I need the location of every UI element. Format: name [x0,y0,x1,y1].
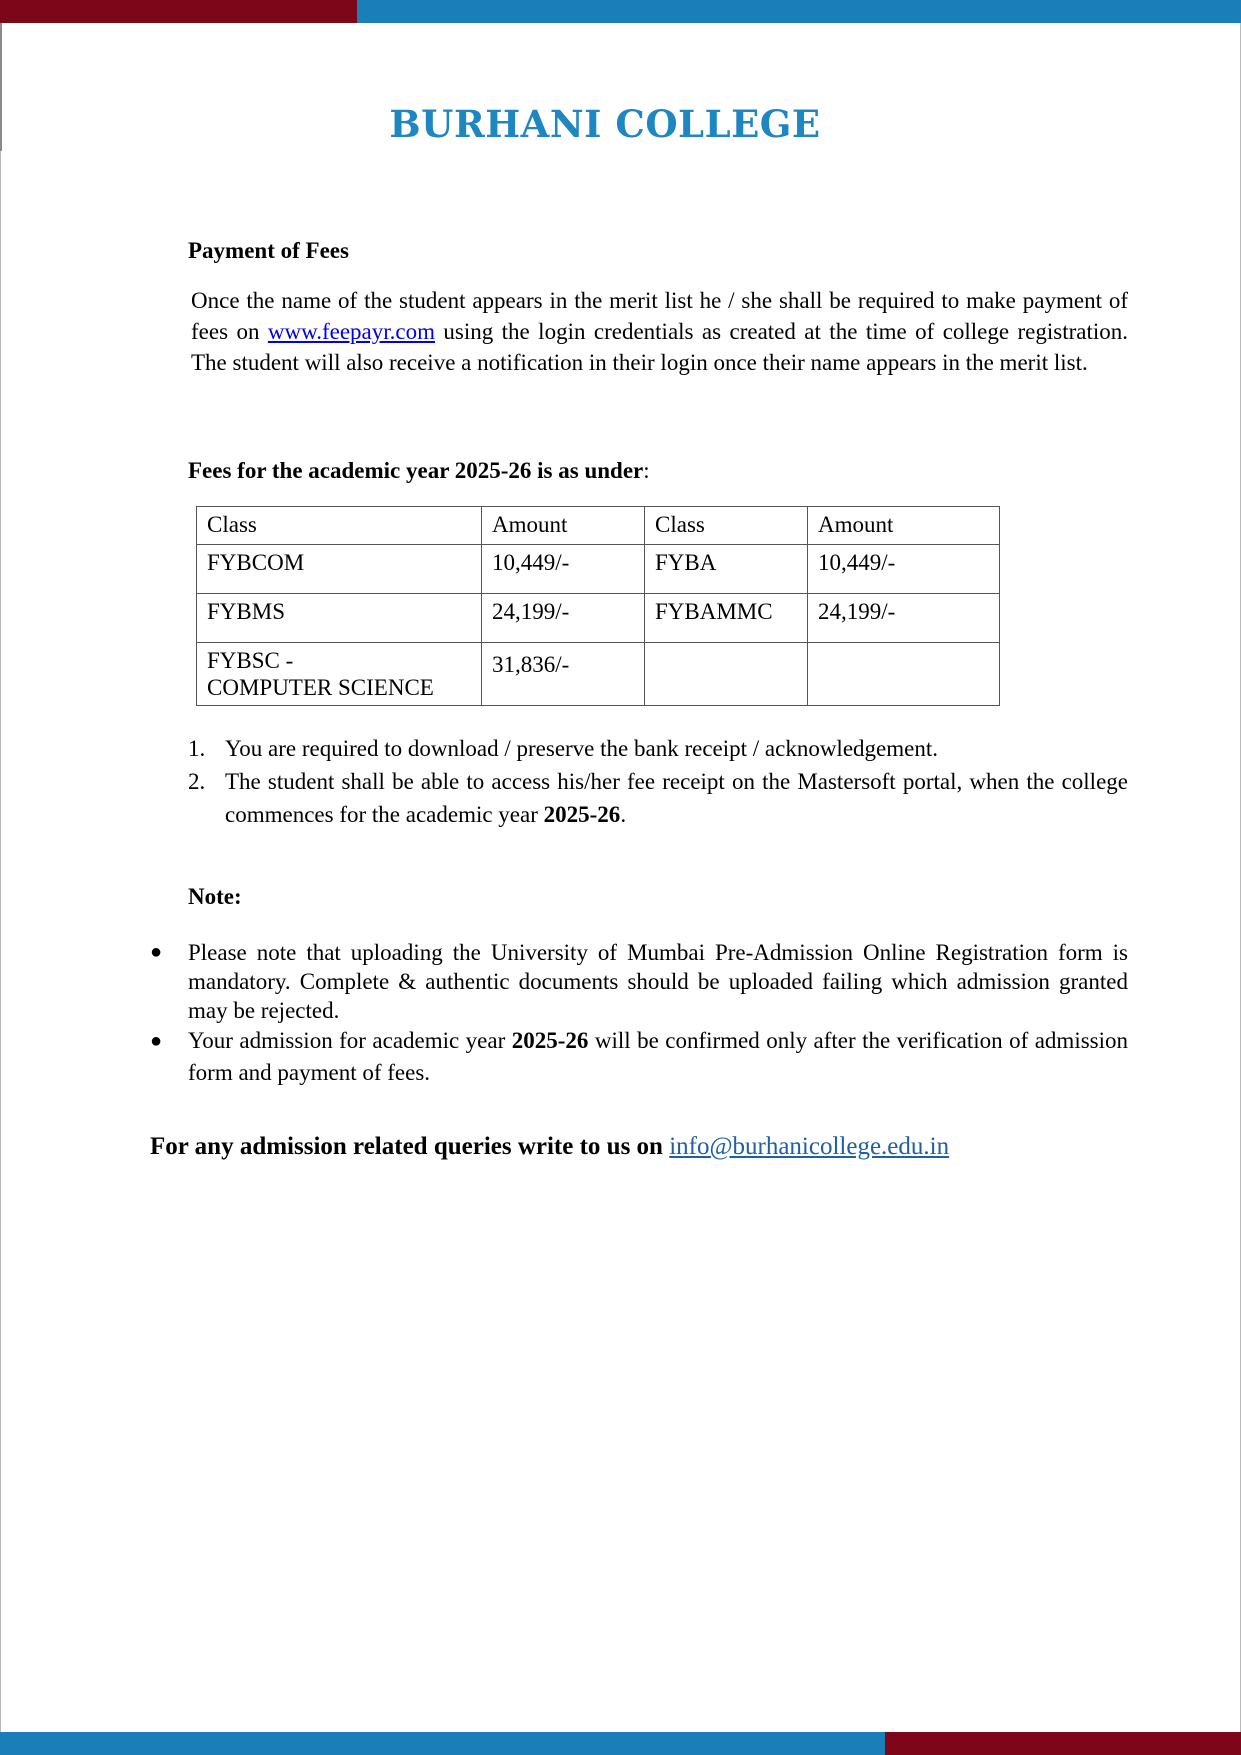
header-class-1: Class [197,507,482,545]
table-header-row [197,507,1000,545]
instructions-list [188,732,1128,831]
class-line: COMPUTER SCIENCE [207,675,434,700]
class-cell: FYBA [645,545,808,594]
footer-contact [150,1133,949,1161]
feepayr-link[interactable]: www.feepayr.com [267,319,435,344]
note-text: Your admission for academic year [188,1028,506,1053]
list-item [150,1025,1128,1089]
footer-text: For any admission related queries write to us on [150,1133,663,1160]
top-blue-bar [357,0,1241,23]
instruction-text: You are required to download / preserve the bank receipt / acknowledgement. [225,736,938,761]
amount-cell: 10,449/- [482,545,645,594]
amount-cell: 10,449/- [808,545,1000,594]
note-bold: 2025-26 [511,1028,589,1053]
amount-cell: 31,836/- [482,643,645,706]
payment-text-part1: Once the name of the student appears in the merit list he / she shall be required to make payment of fees on [191,288,1128,344]
list-number: 1. [188,736,206,761]
bottom-maroon-bar [885,1732,1241,1755]
table-row [197,594,1000,643]
note-bullets [150,938,1128,1089]
header-amount-2: Amount [808,507,1000,545]
note-text: Please note that uploading the University of Mumbai Pre-Admission Online Registration form is mandatory. Complete & authentic documents should be uploaded failing which admission granted may be rejected. [188,940,1128,1023]
empty-cell [808,643,1000,706]
bottom-blue-bar [0,1732,885,1755]
instruction-text: The student shall be able to access his/her fee receipt on the Mastersoft portal, when the college commences for the academic year [225,769,1128,827]
fees-heading [188,458,650,484]
list-number: 2. [188,769,206,794]
amount-cell: 24,199/- [482,594,645,643]
class-cell: FYBMS [197,594,482,643]
list-item [188,732,1128,765]
email-link[interactable]: info@burhanicollege.edu.in [669,1133,950,1160]
note-text-end: will be confirmed only after the verification of admission form and payment of fees. [188,1028,1129,1085]
fees-heading-text: Fees for the academic year 2025-26 is as under [188,458,644,483]
college-title: BURHANI COLLEGE [389,102,821,146]
class-line: FYBSC - [207,648,294,673]
class-cell: FYBAMMC [645,594,808,643]
instruction-text-end: . [620,802,627,827]
top-maroon-bar [0,0,357,23]
bullet-dot: ● [150,941,163,963]
table-row [197,545,1000,594]
payment-text-part2: using the login credentials as created at the time of college registration. The student will also receive a notification in their login once their name appears in the merit list. [191,319,1129,375]
fees-table [196,506,1000,706]
header-amount-1: Amount [482,507,645,545]
empty-cell [645,643,808,706]
amount-cell: 24,199/- [808,594,1000,643]
fees-heading-colon: : [643,458,650,483]
instruction-bold: 2025-26 [543,802,621,827]
table-row [197,643,1000,706]
payment-heading: Payment of Fees [188,238,349,263]
left-page-border [0,23,1,1732]
list-item [188,765,1128,831]
bullet-dot: ● [150,1030,163,1052]
note-heading: Note: [188,884,242,909]
class-cell: FYBCOM [197,545,482,594]
payment-paragraph [191,285,1128,378]
class-cell [197,643,482,706]
header-class-2: Class [645,507,808,545]
list-item [150,938,1128,1025]
